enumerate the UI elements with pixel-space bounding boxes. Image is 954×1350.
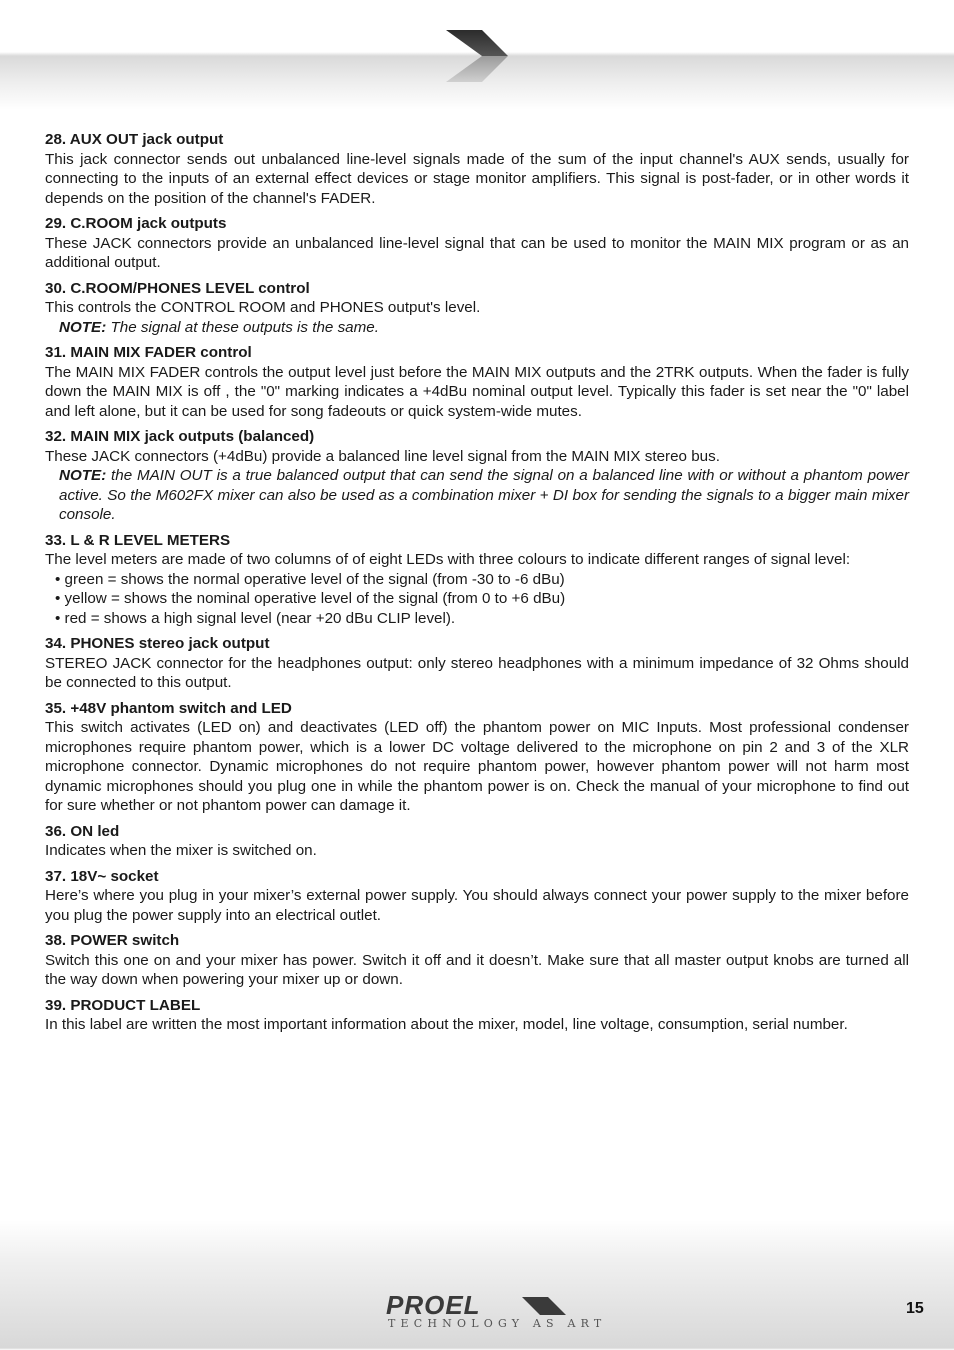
note-label: NOTE: bbox=[59, 318, 107, 336]
section-text: Indicates when the mixer is switched on. bbox=[45, 842, 317, 859]
note bbox=[59, 466, 909, 525]
section-aux-out bbox=[45, 130, 909, 208]
chevron-right-icon bbox=[444, 28, 510, 84]
section-title: 28. AUX OUT jack output bbox=[45, 131, 224, 148]
section-phones-output bbox=[45, 634, 909, 693]
section-title: 35. +48V phantom switch and LED bbox=[45, 699, 292, 717]
list-item: • red = shows a high signal level (near +20 dBu CLIP level). bbox=[55, 609, 909, 629]
section-text: This jack connector sends out unbalanced line-level signals made of the sum of the input channel's AUX sends, usually for connecting to the inputs of an external effect devices or stage monitor amplifiers. This signal is post-fader, or in other words it depends on the position of the channel's FADER. bbox=[45, 150, 909, 207]
section-main-mix-outputs bbox=[45, 427, 909, 525]
list-item: • yellow = shows the nominal operative level of the signal (from 0 to +6 dBu) bbox=[55, 589, 909, 609]
section-title: 36. ON led bbox=[45, 822, 120, 840]
section-text: This controls the CONTROL ROOM and PHONES output's level. bbox=[45, 299, 481, 316]
section-title: 38. POWER switch bbox=[45, 932, 180, 949]
section-title: 30. C.ROOM/PHONES LEVEL control bbox=[45, 279, 310, 297]
section-power-switch bbox=[45, 931, 909, 990]
note-text: the MAIN OUT is a true balanced output that can send the signal on a balanced line with or without a phantom power active. So the M602FX mixer can also be used as a combination mixer + DI box for sending the signals to a bigger main mixer console. bbox=[59, 467, 909, 523]
section-text: In this label are written the most important information about the mixer, model, line voltage, consumption, serial number. bbox=[45, 1016, 848, 1033]
logo-arrow-icon bbox=[522, 1295, 568, 1317]
section-croom-outputs bbox=[45, 214, 909, 273]
section-text: STEREO JACK connector for the headphones output: only stereo headphones with a minimum impedance of 32 Ohms should be connected to this output. bbox=[45, 654, 909, 691]
section-text: The MAIN MIX FADER controls the output level just before the MAIN MIX outputs and the 2TRK outputs. When the fader is fully down the MAIN MIX is off , the "0" marking indicates a +4dBu nominal output level. Typically this fader is set near the "0" label and left alone, but it can be used for song fadeouts or quick system-wide mutes. bbox=[45, 363, 909, 420]
proel-logo bbox=[386, 1290, 607, 1336]
section-title: 31. MAIN MIX FADER control bbox=[45, 344, 252, 361]
section-title: 39. PRODUCT LABEL bbox=[45, 996, 201, 1014]
section-on-led bbox=[45, 822, 909, 861]
section-text: Switch this one on and your mixer has power. Switch it off and it doesn’t. Make sure that all master output knobs are turned all the way down when powering your mixer up or down. bbox=[45, 951, 909, 988]
note-label: NOTE: bbox=[59, 467, 107, 484]
section-product-label bbox=[45, 996, 909, 1035]
section-power-socket bbox=[45, 867, 909, 926]
section-text: These JACK connectors provide an unbalanced line-level signal that can be used to monitor the MAIN MIX program or as an additional output. bbox=[45, 234, 909, 271]
logo-tagline: TECHNOLOGY AS ART bbox=[388, 1317, 607, 1330]
section-title: 32. MAIN MIX jack outputs (balanced) bbox=[45, 428, 315, 445]
note-text: The signal at these outputs is the same. bbox=[106, 318, 379, 336]
bullet-list bbox=[45, 570, 909, 629]
section-level-meters bbox=[45, 531, 909, 629]
logo-wordmark: PROEL bbox=[386, 1290, 481, 1320]
note bbox=[59, 318, 909, 338]
list-item: • green = shows the normal operative level of the signal (from -30 to -6 dBu) bbox=[55, 570, 909, 590]
section-title: 33. L & R LEVEL METERS bbox=[45, 531, 231, 549]
section-title: 29. C.ROOM jack outputs bbox=[45, 215, 227, 232]
section-title: 37. 18V~ socket bbox=[45, 867, 159, 885]
section-title: 34. PHONES stereo jack output bbox=[45, 635, 270, 652]
section-croom-phones-level bbox=[45, 279, 909, 338]
section-text: This switch activates (LED on) and deactivates (LED off) the phantom power on MIC Inputs. Most professional condenser microphones require phantom power, which is a lower DC voltage delivered to the microphone on pin 2 and 3 of the XLR microphone connector. Dynamic microphones do not require phantom power, however phantom power will not harm most dynamic microphones should you plug one in while the phantom power is on. Check the manual of your microphone to find out for sure whether or not phantom power can damage it. bbox=[45, 719, 909, 814]
section-phantom-switch bbox=[45, 699, 909, 816]
section-text: Here’s where you plug in your mixer’s external power supply. You should always connect your power supply to the mixer before you plug the power supply into an electrical outlet. bbox=[45, 887, 909, 924]
document-body bbox=[45, 130, 909, 1041]
section-text: These JACK connectors (+4dBu) provide a balanced line level signal from the MAIN MIX stereo bus. bbox=[45, 447, 720, 465]
section-text: The level meters are made of two columns of of eight LEDs with three colours to indicate different ranges of signal level: bbox=[45, 551, 851, 568]
page-number: 15 bbox=[906, 1300, 924, 1317]
section-main-mix-fader bbox=[45, 343, 909, 421]
